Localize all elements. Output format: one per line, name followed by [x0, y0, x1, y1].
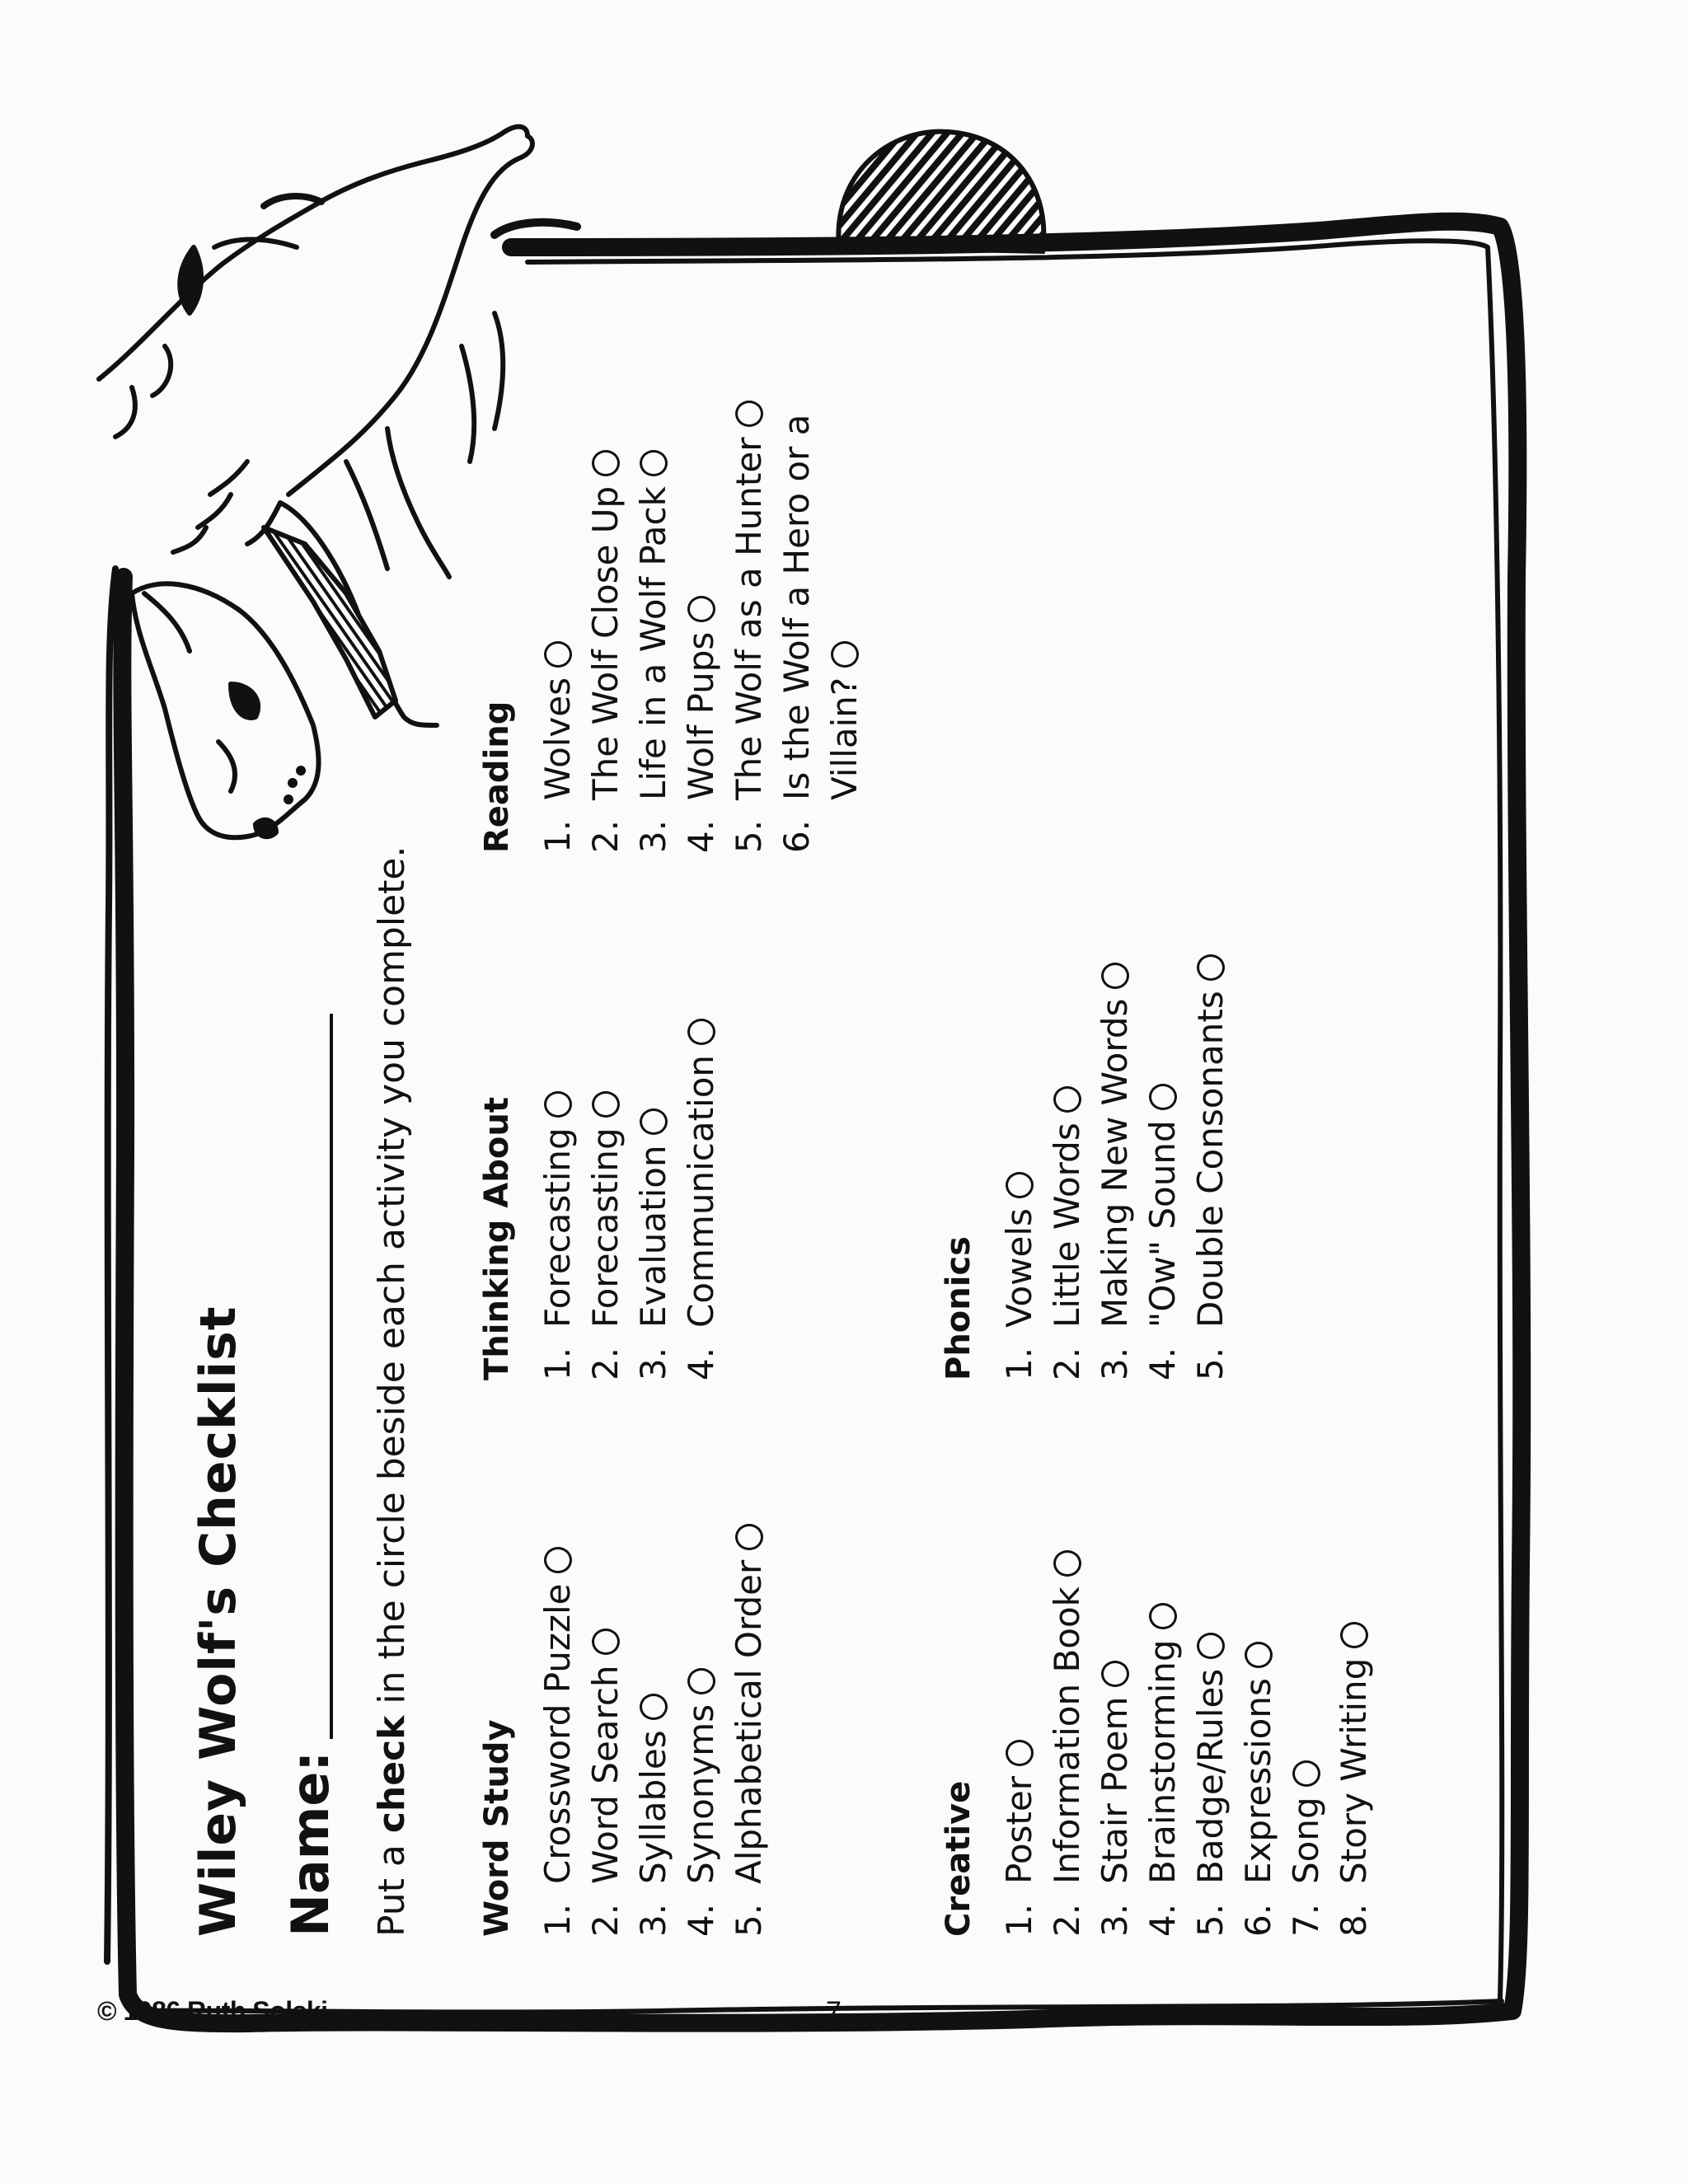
list-item — [630, 401, 678, 854]
item-number: 5. — [1190, 1903, 1231, 1937]
item-number: 1. — [537, 1347, 578, 1380]
item-label: Life in a Wolf Pack — [633, 486, 673, 800]
checklist-content — [190, 107, 1374, 1961]
list-item — [1187, 1550, 1235, 1937]
list-item — [1282, 1550, 1330, 1937]
item-label: Communication — [681, 1054, 721, 1328]
list-item — [773, 401, 821, 854]
item-number: 5. — [729, 819, 769, 853]
check-circle-icon[interactable] — [1101, 963, 1129, 989]
item-number: 4. — [681, 1903, 721, 1937]
item-number: 4. — [681, 1347, 721, 1380]
item-number: 2. — [1047, 1903, 1087, 1937]
list-item — [534, 1524, 582, 1937]
copyright-notice: © 1986 Ruth Solski — [97, 1996, 328, 2026]
item-label: The Wolf Close Up — [585, 485, 626, 800]
list-item — [1043, 1550, 1091, 1937]
item-label: Brainstorming — [1142, 1639, 1183, 1884]
item-number: 1. — [999, 1347, 1039, 1380]
instructions — [371, 846, 413, 1937]
item-label: Little Words — [1047, 1122, 1087, 1328]
list-item — [1330, 1550, 1378, 1937]
section-heading-reading: Reading — [478, 701, 516, 853]
item-label: Badge/Rules — [1190, 1668, 1231, 1884]
list-item — [678, 1524, 725, 1937]
item-label: Villain? — [824, 677, 865, 800]
item-number: 4. — [681, 819, 721, 853]
list-item — [1091, 954, 1139, 1380]
check-circle-icon[interactable] — [831, 641, 859, 668]
check-circle-icon[interactable] — [687, 1019, 715, 1045]
item-label: Forecasting — [585, 1127, 626, 1328]
section-heading-thinking-about: Thinking About — [478, 1097, 516, 1380]
check-circle-icon[interactable] — [1149, 1603, 1177, 1629]
item-label: Word Search — [585, 1665, 626, 1884]
list-item — [630, 1019, 678, 1380]
item-number: 4. — [1142, 1903, 1183, 1937]
item-number: 6. — [776, 819, 817, 853]
item-label: Making New Words — [1095, 998, 1135, 1328]
check-circle-icon[interactable] — [544, 1091, 572, 1118]
list-item — [996, 954, 1043, 1380]
list-item — [582, 1019, 630, 1380]
name-label: Name: — [280, 1750, 340, 1937]
thinking-about-list — [534, 1019, 725, 1380]
list-item — [1043, 954, 1091, 1380]
instructions-text: in the circle beside each activity you complete. — [371, 846, 413, 1716]
instructions-text: Put a — [371, 1833, 413, 1937]
title-word: Wiley — [190, 1778, 247, 1937]
check-circle-icon[interactable] — [592, 1629, 620, 1655]
check-circle-icon[interactable] — [592, 1091, 620, 1118]
item-number: 5. — [729, 1903, 769, 1937]
section-heading-phonics: Phonics — [940, 1236, 978, 1380]
list-item — [1235, 1550, 1282, 1937]
item-label: Information Book — [1047, 1586, 1087, 1884]
item-number: 3. — [1095, 1347, 1135, 1380]
name-input-line[interactable] — [330, 1014, 333, 1739]
check-circle-icon[interactable] — [1053, 1550, 1081, 1577]
item-number: 2. — [1047, 1347, 1087, 1380]
item-label: The Wolf as a Hunter — [729, 437, 769, 800]
list-item — [1139, 954, 1187, 1380]
check-circle-icon[interactable] — [1053, 1086, 1081, 1113]
item-number: 3. — [633, 1347, 673, 1380]
list-item — [678, 401, 725, 854]
item-label: Syllables — [633, 1730, 673, 1884]
item-number: 2. — [585, 819, 626, 853]
check-circle-icon[interactable] — [544, 1547, 572, 1573]
item-label: Stair Poem — [1095, 1696, 1135, 1884]
list-item — [1187, 954, 1235, 1380]
item-label: Is the Wolf a Hero or a — [776, 414, 817, 800]
list-item-continuation — [821, 401, 869, 854]
item-label: Story Writing — [1334, 1657, 1374, 1884]
item-number: 2. — [585, 1347, 626, 1380]
check-circle-icon[interactable] — [1101, 1661, 1129, 1687]
check-circle-icon[interactable] — [1340, 1622, 1368, 1648]
check-circle-icon[interactable] — [640, 1694, 668, 1720]
list-item — [1091, 1550, 1139, 1937]
item-label: Poster — [999, 1776, 1039, 1884]
section-heading-word-study: Word Study — [478, 1719, 516, 1937]
list-item — [534, 1019, 582, 1380]
item-label: Vowels — [999, 1208, 1039, 1328]
creative-list — [996, 1550, 1378, 1937]
item-label: Wolf Pups — [681, 631, 721, 800]
item-number: 1. — [537, 1903, 578, 1937]
item-label: Song — [1286, 1797, 1326, 1884]
item-number: 3. — [633, 819, 673, 853]
item-label: Alphabetical Order — [729, 1559, 769, 1884]
phonics-list — [996, 954, 1235, 1380]
list-item — [630, 1524, 678, 1937]
word-study-list — [534, 1524, 773, 1937]
instructions-bold: check — [371, 1715, 413, 1834]
list-item — [582, 401, 630, 854]
reading-list — [534, 401, 869, 854]
page-number: 7 — [826, 1996, 842, 2027]
item-number: 2. — [585, 1903, 626, 1937]
check-circle-icon[interactable] — [1197, 954, 1225, 981]
list-item — [534, 401, 582, 854]
check-circle-icon[interactable] — [1292, 1760, 1320, 1787]
check-circle-icon[interactable] — [1006, 1172, 1034, 1198]
check-circle-icon[interactable] — [592, 450, 620, 476]
item-number: 6. — [1238, 1903, 1278, 1937]
item-number: 3. — [1095, 1903, 1135, 1937]
check-circle-icon[interactable] — [687, 596, 715, 622]
item-number: 3. — [633, 1903, 673, 1937]
check-circle-icon[interactable] — [544, 641, 572, 668]
check-circle-icon[interactable] — [687, 1668, 715, 1694]
check-circle-icon[interactable] — [640, 1108, 668, 1135]
item-label: Expressions — [1238, 1678, 1278, 1884]
check-circle-icon[interactable] — [735, 1524, 763, 1550]
check-circle-icon[interactable] — [735, 401, 763, 428]
title-word: Checklist — [190, 1305, 247, 1568]
item-number: 7. — [1286, 1903, 1326, 1937]
item-label: Forecasting — [537, 1127, 578, 1328]
check-circle-icon[interactable] — [1197, 1633, 1225, 1659]
page-title — [190, 1305, 247, 1937]
title-word: Wolf's — [190, 1585, 247, 1760]
item-label: Wolves — [537, 677, 578, 800]
item-label: Synonyms — [681, 1704, 721, 1884]
check-circle-icon[interactable] — [1006, 1740, 1034, 1766]
list-item — [725, 1524, 773, 1937]
check-circle-icon[interactable] — [1149, 1084, 1177, 1110]
item-number: 1. — [537, 819, 578, 853]
item-label: Evaluation — [633, 1145, 673, 1328]
list-item — [678, 1019, 725, 1380]
check-circle-icon[interactable] — [1245, 1642, 1273, 1668]
list-item — [996, 1550, 1043, 1937]
list-item — [582, 1524, 630, 1937]
item-label: Crossword Puzzle — [537, 1583, 578, 1884]
section-heading-creative: Creative — [940, 1780, 978, 1937]
list-item — [1139, 1550, 1187, 1937]
item-label: Double Consonants — [1190, 991, 1231, 1328]
item-label: "Ow" Sound — [1142, 1120, 1183, 1328]
check-circle-icon[interactable] — [640, 450, 668, 476]
item-number: 4. — [1142, 1347, 1183, 1380]
item-number: 8. — [1334, 1903, 1374, 1937]
list-item — [725, 401, 773, 854]
item-number: 5. — [1190, 1347, 1231, 1380]
item-number: 1. — [999, 1903, 1039, 1937]
